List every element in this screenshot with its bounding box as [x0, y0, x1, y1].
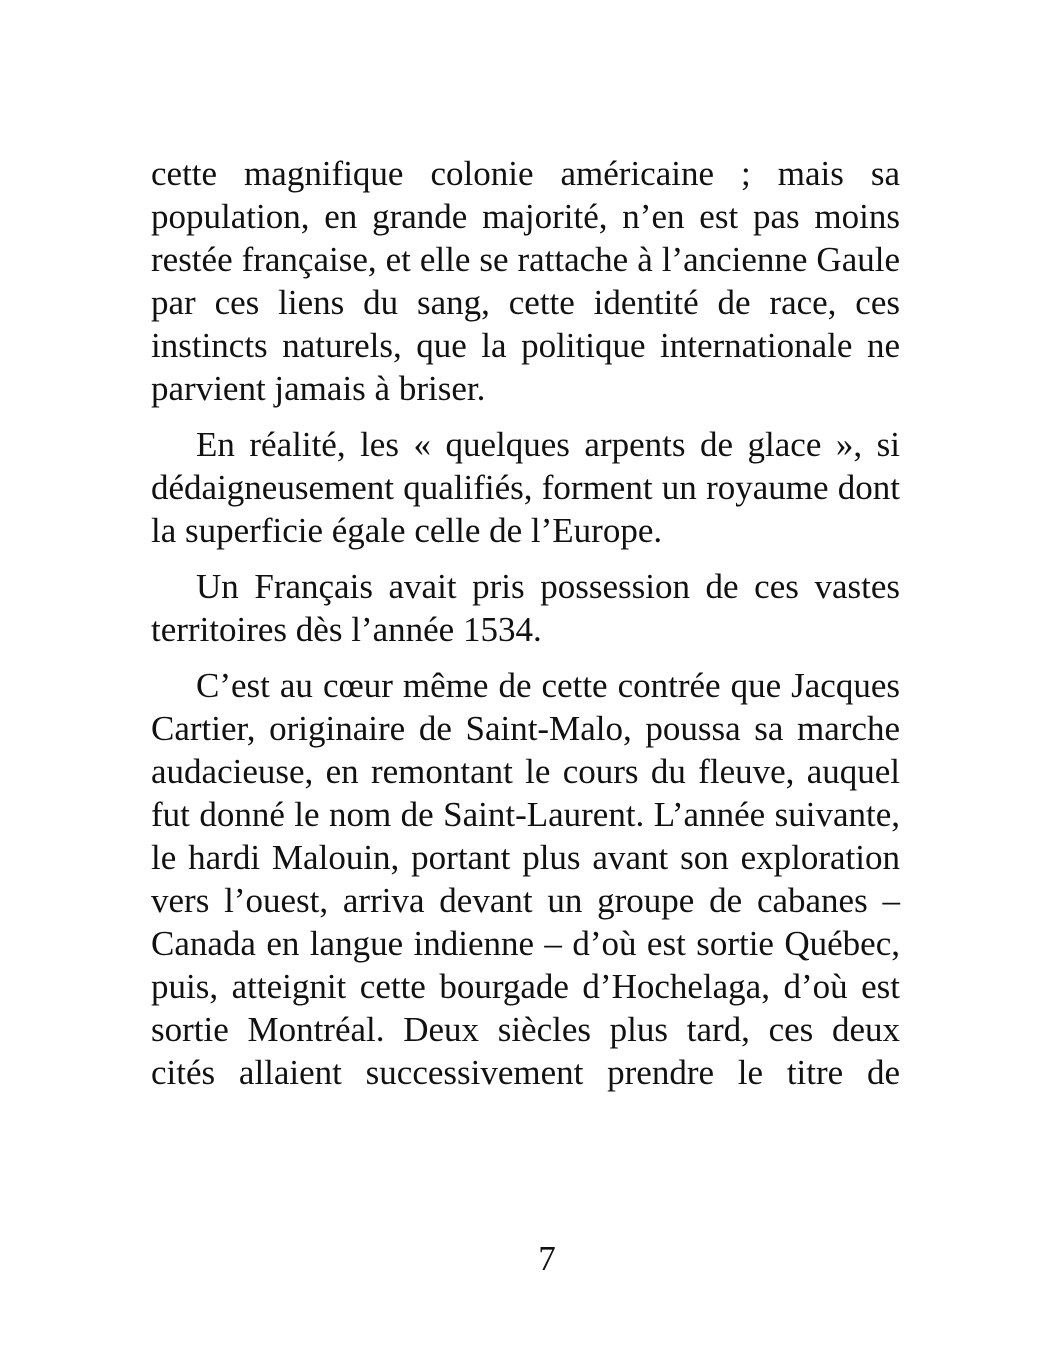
paragraph-possession-1534: Un Français avait pris possession de ces vastes territoires dès l’année 1534.	[151, 567, 900, 649]
page-number: 7	[538, 1239, 556, 1278]
paragraph-continuation: cette magnifique colonie américaine ; mais sa population, en grande majorité, n’en est pas moins restée française, et elle se rattache à l’ancienne Gaule par ces liens du sang, cette identité de race, ces instincts naturels, que la politique internationale ne parvient jamais à briser.	[151, 154, 900, 408]
page-body-text	[151, 152, 900, 1107]
paragraph-jacques-cartier: C’est au cœur même de cette contrée que Jacques Cartier, originaire de Saint-Malo, poussa sa marche audacieuse, en remontant le cours du fleuve, auquel fut donné le nom de Saint-Laurent. L’année suivante, le hardi Malouin, portant plus avant son exploration vers l’ouest, arriva devant un groupe de cabanes – Canada en langue indienne – d’où est sortie Québec, puis, atteignit cette bourgade d’Hochelaga, d’où est sortie Montréal. Deux siècles plus tard, ces deux cités allaient successivement prendre le titre de	[151, 666, 900, 1092]
paragraph-quelques-arpents: En réalité, les « quelques arpents de glace », si dédaigneusement qualifiés, forment un royaume dont la superficie égale celle de l’Europe.	[151, 425, 900, 550]
